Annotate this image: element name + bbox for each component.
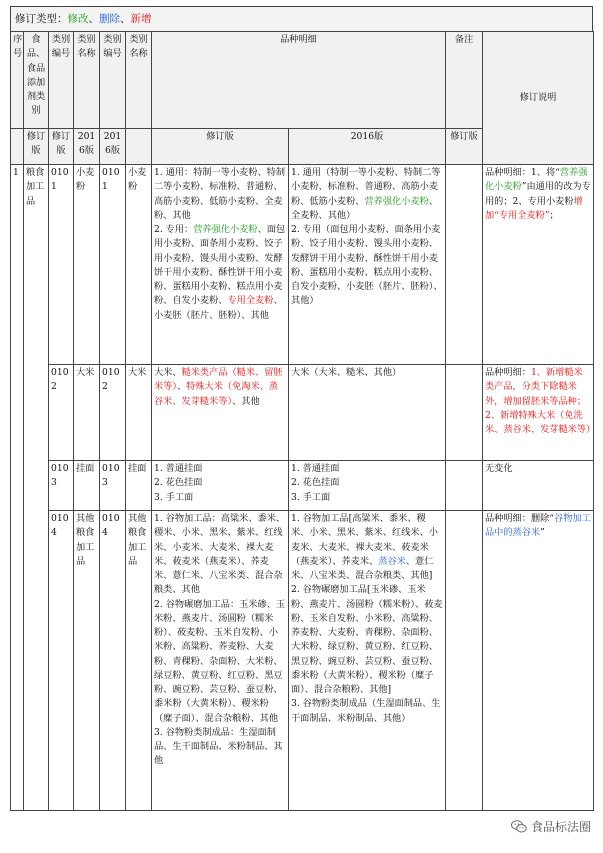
code-2016: 0102: [100, 365, 126, 461]
subheader-rev: 修订版: [24, 129, 49, 165]
subheader-rev: 修订版: [49, 129, 74, 165]
subheader-detail-2016: 2016版: [289, 129, 446, 165]
header-remark: 备注: [446, 32, 483, 129]
detail-line: [291, 512, 443, 583]
detail-rev: [152, 511, 289, 811]
code-rev: 0101: [49, 165, 74, 365]
subheader-2016: 2016版: [100, 129, 126, 165]
code-2016: 0103: [100, 461, 126, 511]
detail-line: 1. 普通挂面: [154, 463, 203, 474]
remark-cell: [446, 165, 483, 365]
table-row: [11, 511, 594, 811]
detail-line: 3. 手工面: [291, 491, 331, 503]
subheader-remark-rev: 修订版: [446, 129, 483, 165]
header-name-rev: 类别名称: [74, 32, 100, 129]
detail-2016: 大米（大米、糙米、其他）: [289, 365, 446, 461]
detail-line: 2. 谷物碾磨加工品：玉米碜、玉米粉、燕麦片、汤圆粉（糯米粉）、莜麦粉、玉米自发粉、小米粉、高粱粉、荞麦粉、大麦粉、青稞粉、杂面粉、大米粉、绿豆粉、黄豆粉、红豆粉、黑豆粉、豌豆粉、芸豆粉、蚕豆粉、黍米粉（大黄米粉）、稷米粉（糜子面）、混合杂粮粉、其他: [154, 598, 286, 724]
header-explain: 修订说明: [483, 32, 594, 165]
detail-text: 1. 谷物加工品[高粱米、黍米、稷米、小米、黑米、紫米、红线米、小麦米、大麦米、裸大麦米、莜麦米（燕麦米）、荞麦米、: [291, 513, 438, 567]
detail-text: 大米、: [154, 367, 182, 378]
name-2016: 小麦粉: [126, 165, 152, 365]
code-rev: 0104: [49, 511, 74, 811]
detail-text: 、小麦胚（胚片、胚粉）、其他: [154, 295, 283, 321]
revision-type-legend: [10, 6, 593, 31]
subheader-2016: 2016版: [74, 129, 100, 165]
legend-sep: 、: [120, 13, 131, 25]
remark-cell: [446, 511, 483, 811]
legend-prefix: 修订类型：: [15, 13, 68, 25]
subheader-detail-rev: 修订版: [152, 129, 289, 165]
detail-line: 3. 谷物粉类制成品（生湿面制品、生干面制品、米粉制品、其他）: [291, 698, 441, 724]
modified-text: 营养强化小麦粉: [193, 224, 258, 235]
name-2016: 挂面: [126, 461, 152, 511]
name-rev: 挂面: [74, 461, 100, 511]
name-rev: 小麦粉: [74, 165, 100, 365]
deleted-text: 蒸谷米: [378, 555, 406, 567]
detail-rev: [152, 165, 289, 365]
header-seq: 序号: [11, 32, 24, 129]
detail-line: 1. 谷物加工品：高粱米、黍米、稷米、小米、黑米、紫米、红线米、小麦米、大麦米、裸大麦米、莜麦米（燕麦米）、荞麦米、薏仁米、八宝米类、混合杂粮类、其他: [154, 513, 286, 596]
explain-cell: [483, 165, 594, 365]
row-category: 粮食加工品: [24, 165, 49, 811]
remark-cell: [446, 365, 483, 461]
added-text: 1、新增糙米类产品，分类下除糙米外，增加留胚米等品种；2、新增特殊大米（免洗米、蒸谷米、发芽糙米等）: [485, 367, 596, 435]
detail-rev: [152, 365, 289, 461]
header-row: [11, 32, 594, 129]
header-detail: 品种明细: [152, 32, 446, 129]
detail-line: 1. 通用：特制一等小麦粉、特制二等小麦粉、标准粉、普通粉、高筋小麦粉、低筋小麦粉、全麦粉、其他: [154, 167, 286, 221]
code-2016: 0104: [100, 511, 126, 811]
detail-line: 1. 普通挂面: [291, 463, 340, 474]
added-text: 特殊大米（免淘米、蒸谷米、发芽糙米等）: [154, 381, 279, 407]
header-code-rev: 类别编号: [49, 32, 74, 129]
detail-line: [291, 166, 443, 223]
detail-line: 2. 谷物碾磨加工品[玉米碜、玉米粉、燕麦片、汤圆粉（糯米粉）、莜麦粉、玉米自发粉、小米粉、高粱粉、荞麦粉、大麦粉、青稞粉、杂面粉、大米粉、绿豆粉、黄豆粉、红豆粉、黑豆粉、豌豆粉、芸豆粉、蚕豆粉、黍米粉（大黄米粉）、稷米粉（糜子面）、混合杂粮粉、其他]: [291, 584, 443, 695]
legend-add: 新增: [130, 13, 152, 25]
detail-line: 2. 专用（面包用小麦粉、面条用小麦粉、饺子用小麦粉、馒头用小麦粉、发酵饼干用小麦粉、酥性饼干用小麦粉、蛋糕用小麦粉、糕点用小麦粉、自发小麦粉、小麦胚（胚片、胚粉）、其他）: [291, 224, 443, 307]
name-rev: 其他粮食加工品: [74, 511, 100, 811]
remark-cell: [446, 461, 483, 511]
name-2016: 大米: [126, 365, 152, 461]
code-2016: 0101: [100, 165, 126, 365]
detail-line: [154, 223, 286, 323]
explain-text: ”: [540, 527, 545, 539]
detail-text: 、薏仁米、八宝米类、混合杂粮类、其他]: [291, 555, 434, 581]
name-rev: 大米: [74, 365, 100, 461]
explain-cell: [483, 365, 594, 461]
header-code-2016: 类别编号: [100, 32, 126, 129]
table-row: [11, 165, 594, 365]
subheader-empty: [11, 129, 24, 165]
table-row: [11, 461, 594, 511]
detail-line: 2. 花色挂面: [154, 477, 203, 489]
detail-2016: [289, 461, 446, 511]
watermark-text: 食品标法圈: [530, 820, 591, 834]
explain-text: 品种明细：: [485, 367, 531, 378]
added-text: 糙米类产品（糙米、留胚米等）: [154, 367, 283, 393]
row-seq: 1: [11, 165, 24, 811]
detail-text: 、其他: [232, 395, 260, 407]
explain-text: ；: [549, 209, 559, 221]
header-category: 食品、食品添加剂类别: [24, 32, 49, 129]
detail-text: 、全麦粉、其他）: [291, 195, 438, 221]
legend-sep: 、: [88, 13, 99, 25]
explain-text: ”由通用的改为专用的；2、专用小麦粉: [485, 181, 591, 207]
detail-2016: [289, 511, 446, 811]
added-text: 专用全麦粉: [227, 295, 274, 307]
deleted-text: 谷物加工品中的蒸谷米: [485, 513, 591, 539]
revision-table: [10, 31, 594, 811]
detail-rev: [152, 461, 289, 511]
table-row: [11, 365, 594, 461]
detail-text: 2. 专用：: [154, 224, 194, 235]
explain-text: 品种明细：删除“: [485, 513, 555, 524]
detail-line: 3. 谷物粉类制成品：生湿面制品、生干面制品、米粉制品、其他: [154, 726, 283, 767]
detail-line: 2. 花色挂面: [291, 477, 340, 489]
detail-text: 、: [176, 381, 187, 393]
code-rev: 0102: [49, 365, 74, 461]
name-2016: 其他粮食加工品: [126, 511, 152, 811]
modified-text: 营养强化小麦粉: [485, 167, 588, 193]
wechat-icon: [511, 820, 527, 833]
page: [10, 6, 596, 811]
code-rev: 0103: [49, 461, 74, 511]
detail-text: 、面包用小麦粉、面条用小麦粉、饺子用小麦粉、馒头用小麦粉、发酵饼干用小麦粉、酥性饼干用小麦粉、蛋糕用小麦粉、糕点用小麦粉、自发小麦粉、: [154, 224, 286, 307]
legend-modify: 修改: [67, 13, 89, 25]
legend-delete: 删除: [99, 13, 120, 25]
added-text: 增加“专用全麦粉”: [485, 195, 583, 221]
explain-cell: 无变化: [483, 461, 594, 511]
watermark: [511, 818, 591, 835]
detail-2016: [289, 165, 446, 365]
modified-text: 营养强化小麦粉: [364, 195, 429, 207]
header-name-2016: 类别名称: [126, 32, 152, 129]
subheader-empty: [126, 129, 152, 165]
detail-text: 1. 通用（特制一等小麦粉、特制二等小麦粉、标准粉、普通粉、高筋小麦粉、低筋小麦粉、: [291, 167, 441, 207]
explain-cell: [483, 511, 594, 811]
explain-text: 品种明细：1、将“: [485, 167, 560, 178]
detail-line: 3. 手工面: [154, 491, 194, 503]
